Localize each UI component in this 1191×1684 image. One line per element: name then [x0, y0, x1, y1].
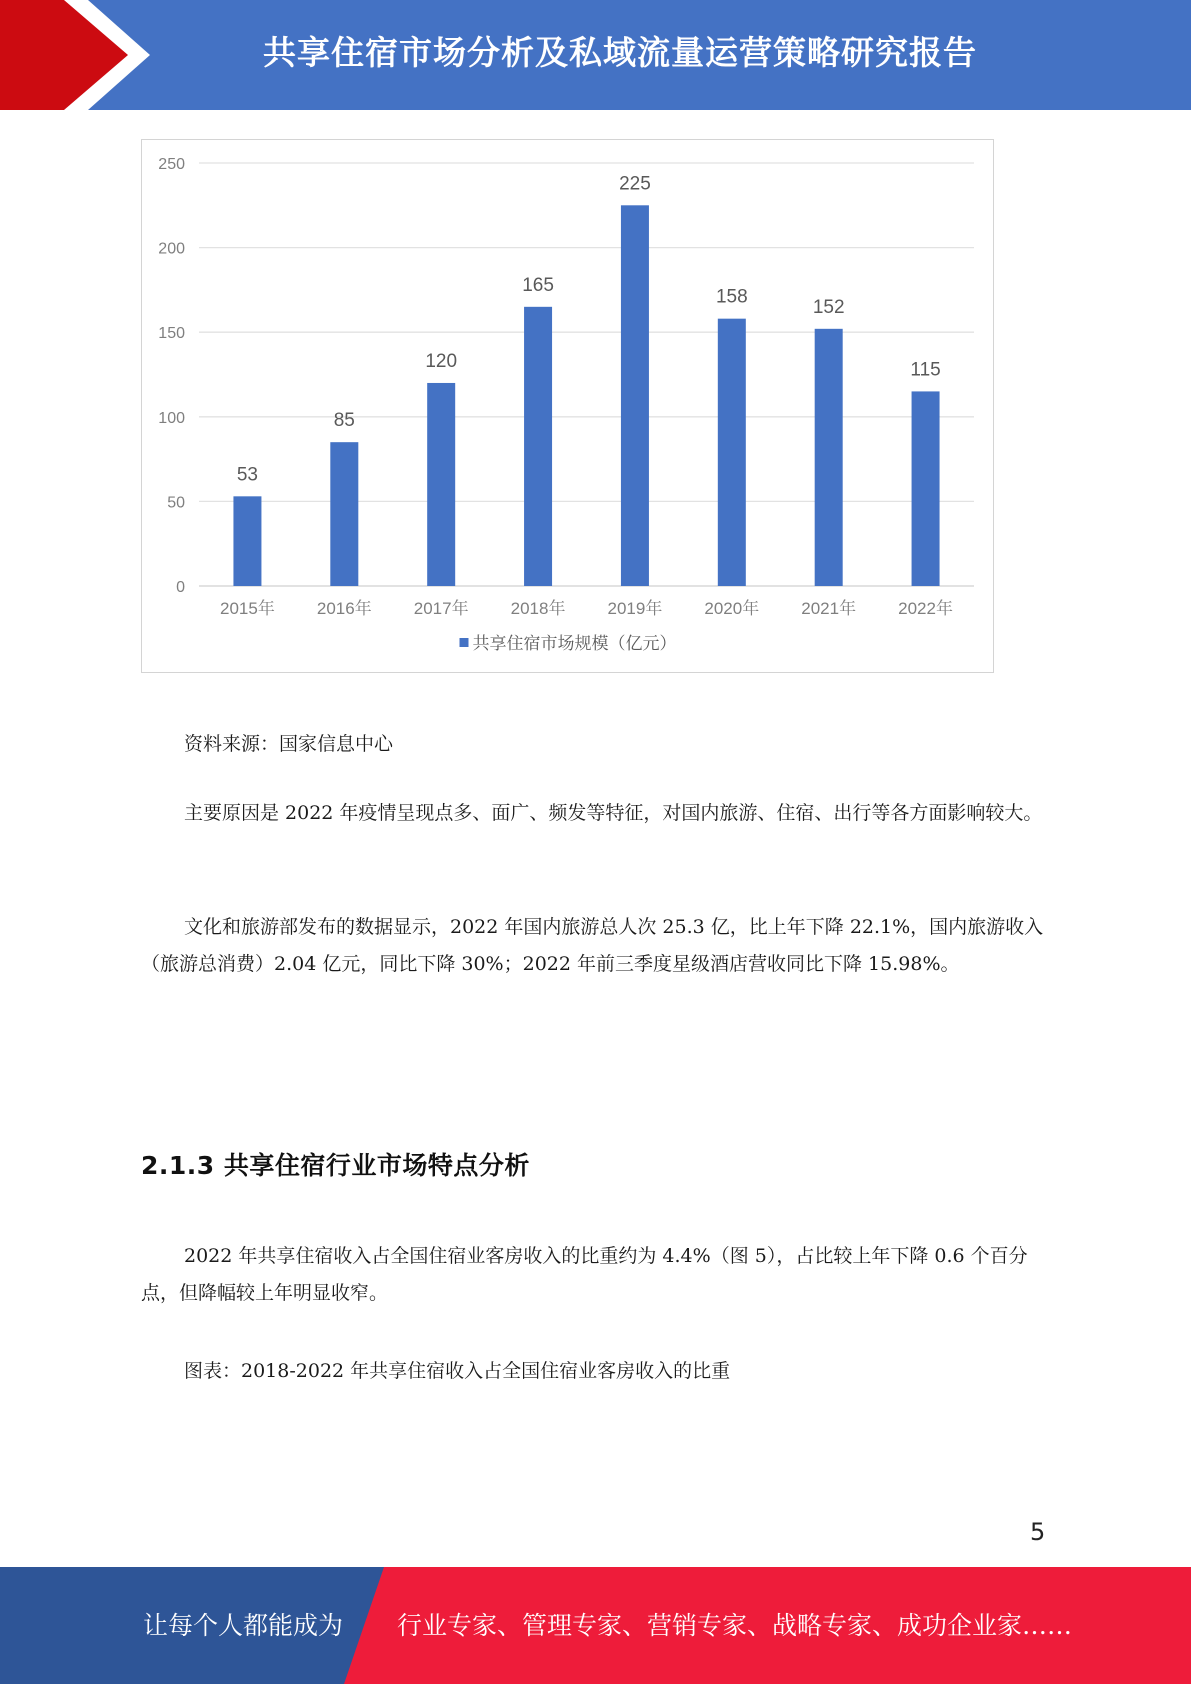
y-tick-label: 100 — [158, 409, 185, 427]
y-tick-label: 200 — [158, 240, 185, 258]
x-tick-label: 2015年 — [220, 599, 275, 618]
figure-caption: 图表：2018-2022 年共享住宿收入占全国住宿业客房收入的比重 — [184, 1360, 731, 1382]
bar — [815, 329, 843, 586]
paragraph-reason: 主要原因是 2022 年疫情呈现点多、面广、频发等特征，对国内旅游、住宿、出行等各方面影响较大。 — [184, 802, 1043, 824]
bar — [233, 496, 261, 586]
data-label: 225 — [619, 173, 651, 195]
x-tick-label: 2016年 — [316, 599, 372, 618]
data-label: 53 — [236, 464, 259, 486]
data-label: 115 — [910, 359, 941, 381]
data-label: 158 — [715, 286, 748, 308]
x-tick-label: 2019年 — [607, 599, 663, 618]
x-tick-label: 2021年 — [801, 599, 857, 618]
x-tick-label: 2017年 — [413, 599, 469, 618]
footer-slogan-left: 让每个人都能成为 — [143, 1611, 344, 1640]
bar — [621, 205, 649, 586]
legend-label: 共享住宿市场规模（亿元） — [472, 634, 677, 653]
paragraph-tourism-data: 文化和旅游部发布的数据显示，2022 年国内旅游总人次 25.3 亿，比上年下降 22.1%，国内旅游收入（旅游总消费）2.04 亿元，同比下降 30%；2022 年前三季度星级酒店营收同比下降 15.98%。 — [141, 916, 1044, 975]
bar — [912, 391, 940, 586]
y-tick-label: 250 — [158, 156, 185, 173]
y-tick-label: 150 — [158, 325, 185, 343]
page-footer — [0, 1567, 1191, 1684]
data-label: 152 — [812, 296, 845, 318]
y-tick-label: 50 — [167, 494, 185, 512]
bar-chart-canvas — [142, 140, 995, 674]
report-title: 共享住宿市场分析及私域流量运营策略研究报告 — [263, 33, 977, 72]
bar — [330, 442, 358, 586]
data-label: 120 — [425, 350, 458, 372]
market-size-chart — [141, 139, 994, 673]
source-note: 资料来源：国家信息中心 — [184, 733, 394, 755]
footer-slogan-right: 行业专家、管理专家、营销专家、战略专家、成功企业家…… — [397, 1611, 1073, 1640]
paragraph-share: 2022 年共享住宿收入占全国住宿业客房收入的比重约为 4.4%（图 5），占比较上年下降 0.6 个百分点，但降幅较上年明显收窄。 — [141, 1245, 1028, 1304]
data-label: 165 — [522, 274, 554, 296]
section-heading: 2.1.3 共享住宿行业市场特点分析 — [141, 1151, 530, 1180]
data-label: 85 — [333, 410, 355, 432]
bar — [427, 383, 455, 586]
x-tick-label: 2020年 — [704, 599, 760, 618]
bar — [718, 319, 746, 586]
page-number: 5 — [1030, 1518, 1046, 1546]
x-tick-label: 2018年 — [510, 599, 566, 618]
bar — [524, 307, 552, 586]
page-header — [0, 0, 1191, 110]
legend-swatch — [460, 638, 469, 647]
x-tick-label: 2022年 — [898, 599, 953, 618]
y-tick-label: 0 — [176, 579, 185, 596]
